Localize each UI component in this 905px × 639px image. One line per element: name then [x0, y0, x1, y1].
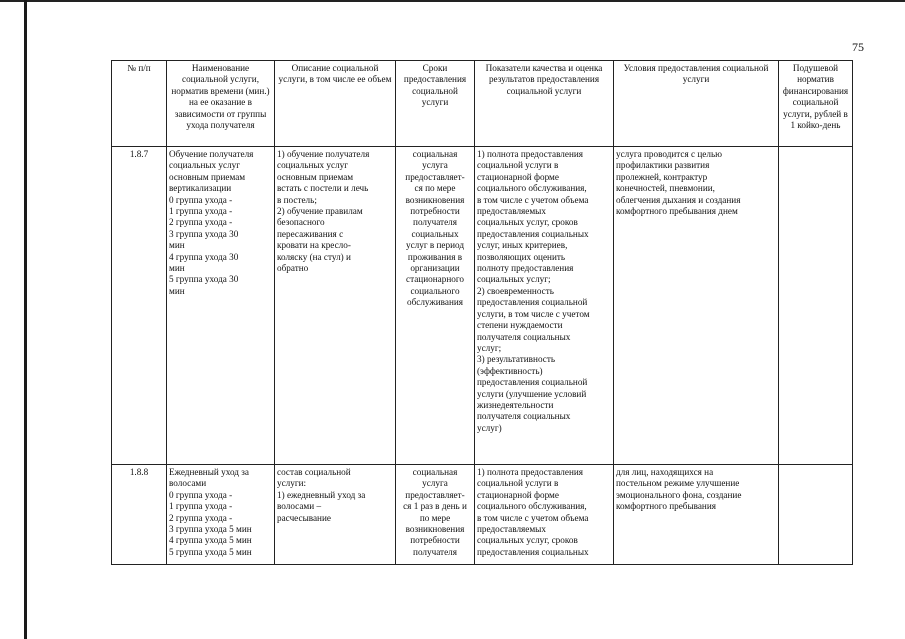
cell-line: мин [169, 240, 185, 251]
cell-line: стационарного [406, 274, 464, 285]
table-row [112, 147, 853, 465]
row-norm [779, 465, 853, 565]
row-norm [779, 147, 853, 465]
cell-line: степени нуждаемости [477, 320, 563, 331]
cell-line: социальных услуг, сроков [477, 217, 578, 228]
cell-line: социального обслуживания, [477, 501, 587, 512]
cell-line: безопасного [277, 217, 325, 228]
cell-line: расчесывание [277, 512, 331, 523]
header-conditions: Условия предоставления социальной услуги [614, 61, 779, 147]
cell-line: возникновения [405, 194, 465, 205]
cell-line: позволяющих оценить [477, 251, 566, 262]
row-quality [475, 147, 614, 465]
cell-line: волосами [169, 478, 207, 489]
cell-line: предоставления социальной [477, 377, 588, 388]
cell-line: социальной услуги в [477, 478, 559, 489]
cell-line: услуга [422, 478, 448, 489]
cell-line: облегчения дыхания и создания [616, 194, 741, 205]
cell-line: услуг; [477, 342, 502, 353]
cell-line: 4 группа ухода 30 [169, 251, 239, 262]
cell-line: социальная [412, 149, 458, 159]
header-quality: Показатели качества и оценка результатов предоставления социальной услуги [475, 61, 614, 147]
row-terms [396, 147, 475, 465]
cell-line: социальных [411, 228, 459, 239]
cell-line: услуги, в том числе с учетом [477, 308, 590, 319]
cell-line: предоставляет- [405, 171, 465, 182]
row-name [167, 147, 275, 465]
cell-line: социального [410, 285, 460, 296]
cell-line: ся по мере [414, 183, 456, 194]
cell-line: социальная [412, 467, 458, 477]
header-description: Описание социальной услуги, в том числе ее объем [275, 61, 396, 147]
page-number: 75 [852, 40, 864, 54]
cell-line: стационарной форме [477, 171, 559, 182]
cell-line: потребности [410, 206, 460, 217]
cell-line: пересаживания с [277, 228, 344, 239]
row-name [167, 465, 275, 565]
services-table [111, 60, 853, 565]
cell-line: профилактики развития [616, 160, 710, 171]
cell-line: полноту предоставления [477, 263, 574, 274]
cell-line: мин [169, 263, 185, 274]
cell-line: предоставляет- [405, 489, 465, 500]
cell-line: 1) ежедневный уход за [277, 489, 366, 500]
cell-line: комфортного пребывания днем [616, 206, 738, 217]
header-name: Наименование социальной услуги, норматив времени (мин.) на ее оказание в зависимости от группы ухода получателя [167, 61, 275, 147]
cell-line: социальных услуг [169, 160, 241, 171]
cell-line: коляску (на стул) и [277, 251, 351, 262]
cell-line: встать с постели и лечь [277, 183, 369, 194]
cell-line: по мере [419, 512, 451, 523]
row-conditions [614, 465, 779, 565]
cell-line: организации [410, 263, 460, 274]
cell-line: (эффективность) [477, 365, 543, 376]
cell-line: 2) обучение правилам [277, 206, 363, 217]
cell-line: мин [169, 285, 185, 296]
header-terms: Сроки предоставления социальной услуги [396, 61, 475, 147]
cell-line: волосами – [277, 501, 322, 512]
cell-line: получателя социальных [477, 411, 571, 422]
cell-line: услуга проводится с целью [616, 149, 723, 159]
cell-line: услуги (улучшение условий [477, 388, 587, 399]
row-num: 1.8.7 [112, 147, 167, 465]
cell-line: в том числе с учетом объема [477, 512, 589, 523]
cell-line: Ежедневный уход за [169, 467, 249, 477]
cell-line: 2 группа ухода - [169, 217, 233, 228]
row-description [275, 465, 396, 565]
cell-line: пролежней, контрактур [616, 171, 708, 182]
row-num: 1.8.8 [112, 465, 167, 565]
cell-line: услуга [422, 160, 448, 171]
cell-line: предоставления социальных [477, 546, 589, 557]
cell-line: 4 группа ухода 5 мин [169, 535, 252, 546]
cell-line: 3) результативность [477, 354, 556, 365]
cell-line: 5 группа ухода 30 [169, 274, 239, 285]
cell-line: основным приемам [277, 171, 354, 182]
table-row [112, 465, 853, 565]
cell-line: 2 группа ухода - [169, 512, 233, 523]
cell-line: потребности [410, 535, 460, 546]
header-num: № п/п [112, 61, 167, 147]
cell-line: обратно [277, 263, 309, 274]
cell-line: постельном режиме улучшение [616, 478, 740, 489]
cell-line: 1) полнота предоставления [477, 149, 584, 159]
cell-line: конечностей, пневмонии, [616, 183, 715, 194]
row-terms [396, 465, 475, 565]
cell-line: получателя [413, 217, 457, 228]
cell-line: предоставления социальных [477, 228, 589, 239]
cell-line: проживания в [407, 251, 463, 262]
cell-line: услуги: [277, 478, 307, 489]
row-conditions [614, 147, 779, 465]
cell-line: 0 группа ухода - [169, 489, 233, 500]
cell-line: социальной услуги в [477, 160, 559, 171]
cell-line: социальных услуг [277, 160, 349, 171]
cell-line: 1 группа ухода - [169, 206, 233, 217]
cell-line: ся 1 раз в день и [403, 501, 467, 512]
cell-line: эмоционального фона, создание [616, 489, 742, 500]
cell-line: комфортного пребывания [616, 501, 716, 512]
row-description [275, 147, 396, 465]
cell-line: 2) своевременность [477, 285, 554, 296]
cell-line: вертикализации [169, 183, 232, 194]
row-quality [475, 465, 614, 565]
table-header-row [112, 61, 853, 147]
cell-line: возникновения [405, 524, 465, 535]
cell-line: получателя [413, 546, 457, 557]
cell-line: 3 группа ухода 5 мин [169, 524, 252, 535]
cell-line: получателя социальных [477, 331, 571, 342]
scan-edge [24, 0, 27, 639]
cell-line: 1) обучение получателя [277, 149, 370, 159]
cell-line: услуг, иных критериев, [477, 240, 568, 251]
cell-line: 3 группа ухода 30 [169, 228, 239, 239]
cell-line: обслуживания [406, 297, 464, 308]
cell-line: в постель; [277, 194, 317, 205]
cell-line: стационарной форме [477, 489, 559, 500]
cell-line: предоставления социальной [477, 297, 588, 308]
cell-line: социального обслуживания, [477, 183, 587, 194]
cell-line: 5 группа ухода 5 мин [169, 546, 252, 557]
cell-line: жизнедеятельности [477, 399, 554, 410]
top-border [0, 0, 905, 10]
cell-line: услуг) [477, 422, 502, 433]
cell-line: предоставляемых [477, 206, 546, 217]
cell-line: в том числе с учетом объема [477, 194, 589, 205]
header-norm: Подушевой норматив финансирования социальной услуги, рублей в 1 койко-день [779, 61, 853, 147]
cell-line: кровати на кресло- [277, 240, 351, 251]
cell-line: 1) полнота предоставления [477, 467, 584, 477]
cell-line: социальных услуг, сроков [477, 535, 578, 546]
cell-line: услуг в период [405, 240, 465, 251]
cell-line: Обучение получателя [169, 149, 254, 159]
cell-line: для лиц, находящихся на [616, 467, 714, 477]
cell-line: предоставляемых [477, 524, 546, 535]
cell-line: основным приемам [169, 171, 246, 182]
cell-line: 1 группа ухода - [169, 501, 233, 512]
cell-line: социальных услуг; [477, 274, 551, 285]
cell-line: состав социальной [277, 467, 351, 477]
cell-line: 0 группа ухода - [169, 194, 233, 205]
